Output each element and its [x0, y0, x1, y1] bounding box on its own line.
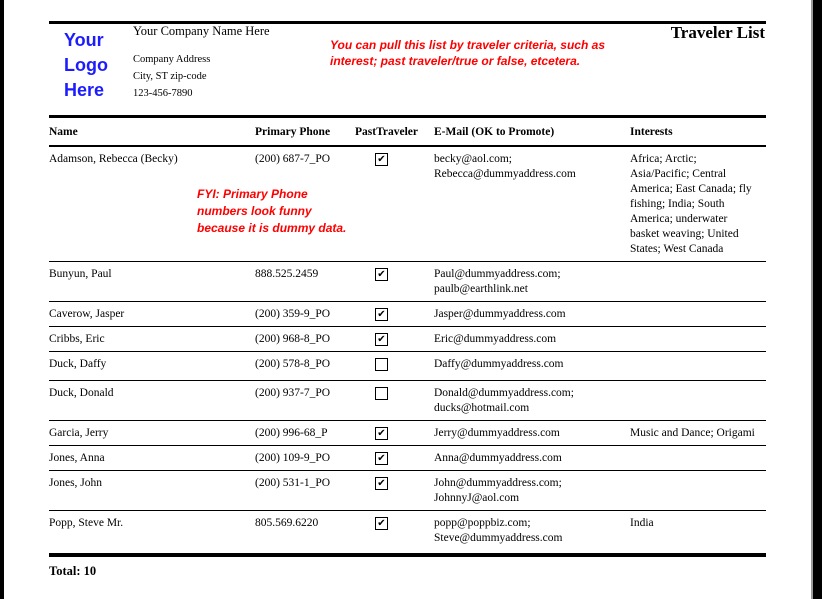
table-row	[49, 352, 766, 381]
traveler-table	[49, 124, 766, 550]
traveler-table-zone	[49, 124, 766, 579]
phone-cell: (200) 578-8_PO	[255, 352, 355, 381]
phone-cell: (200) 996-68_P	[255, 421, 355, 446]
column-header-primary-phone: Primary Phone	[255, 124, 355, 146]
checkbox-checked-icon: ✔	[375, 153, 388, 166]
email-line: Donald@dummyaddress.com;	[434, 387, 574, 399]
column-header-interests: Interests	[630, 124, 766, 146]
interests-cell: Africa; Arctic; Asia/Pacific; Central America; East Canada; fly fishing; India; South America; underwater basket weaving; United States; West Canada	[630, 146, 766, 262]
phone-cell: (200) 937-7_PO	[255, 381, 355, 421]
table-row	[49, 262, 766, 302]
checkbox-checked-icon: ✔	[375, 308, 388, 321]
checkbox-checked-icon: ✔	[375, 268, 388, 281]
interests-cell	[630, 352, 766, 381]
interests-cell	[630, 262, 766, 302]
report-title: Traveler List	[670, 23, 765, 42]
email-cell	[434, 302, 630, 327]
email-cell	[434, 146, 630, 262]
past-traveler-cell	[355, 381, 434, 421]
table-row	[49, 381, 766, 421]
email-line: paulb@earthlink.net	[434, 283, 528, 295]
phone-cell: (200) 968-8_PO	[255, 327, 355, 352]
page-edge-left	[0, 0, 4, 599]
past-traveler-cell	[355, 327, 434, 352]
email-line: ducks@hotmail.com	[434, 402, 530, 414]
checkbox-unchecked-icon	[375, 387, 388, 400]
column-header-past-traveler: PastTraveler	[355, 124, 434, 146]
interests-cell	[630, 327, 766, 352]
checkbox-checked-icon: ✔	[375, 517, 388, 530]
criteria-note-line: You can pull this list by traveler criteria, such as	[330, 38, 605, 52]
email-cell	[434, 471, 630, 511]
email-cell	[434, 446, 630, 471]
name-cell: Jones, Anna	[49, 446, 255, 471]
interests-cell	[630, 471, 766, 511]
phone-cell: (200) 109-9_PO	[255, 446, 355, 471]
email-line: becky@aol.com;	[434, 153, 512, 165]
table-row	[49, 511, 766, 551]
email-line: popp@poppbiz.com;	[434, 517, 531, 529]
checkbox-checked-icon: ✔	[375, 427, 388, 440]
past-traveler-cell	[355, 446, 434, 471]
email-line: Jasper@dummyaddress.com	[434, 308, 566, 320]
email-line: Eric@dummyaddress.com	[434, 333, 557, 345]
phone-cell: (200) 687-7_PO	[255, 146, 355, 262]
company-phone: 123-456-7890	[133, 88, 193, 99]
past-traveler-cell	[355, 511, 434, 551]
criteria-note	[330, 37, 682, 69]
checkbox-unchecked-icon	[375, 358, 388, 371]
name-cell: Caverow, Jasper	[49, 302, 255, 327]
column-header-email: E-Mail (OK to Promote)	[434, 124, 630, 146]
checkbox-checked-icon: ✔	[375, 333, 388, 346]
email-cell	[434, 511, 630, 551]
table-row	[49, 327, 766, 352]
interests-cell	[630, 446, 766, 471]
email-line: John@dummyaddress.com;	[434, 477, 562, 489]
name-cell: Garcia, Jerry	[49, 421, 255, 446]
email-cell	[434, 352, 630, 381]
name-cell: Adamson, Rebecca (Becky)	[49, 146, 255, 262]
past-traveler-cell	[355, 302, 434, 327]
email-line: Anna@dummyaddress.com	[434, 452, 562, 464]
interests-cell	[630, 381, 766, 421]
checkbox-checked-icon: ✔	[375, 477, 388, 490]
table-row	[49, 146, 766, 262]
name-cell: Bunyun, Paul	[49, 262, 255, 302]
email-cell	[434, 381, 630, 421]
fyi-note-line: FYI: Primary Phone	[197, 187, 308, 201]
name-cell: Cribbs, Eric	[49, 327, 255, 352]
column-header-name: Name	[49, 124, 255, 146]
past-traveler-cell	[355, 471, 434, 511]
total-label: Total: 10	[49, 564, 97, 578]
past-traveler-cell	[355, 262, 434, 302]
table-row	[49, 421, 766, 446]
fyi-note	[197, 186, 346, 237]
email-line: Rebecca@dummyaddress.com	[434, 168, 576, 180]
name-cell: Jones, John	[49, 471, 255, 511]
phone-cell: (200) 531-1_PO	[255, 471, 355, 511]
email-cell	[434, 327, 630, 352]
interests-cell: Music and Dance; Origami	[630, 421, 766, 446]
fyi-note-line: because it is dummy data.	[197, 221, 347, 235]
name-cell: Popp, Steve Mr.	[49, 517, 124, 529]
total-rule	[49, 553, 766, 557]
name-cell: Duck, Daffy	[49, 352, 255, 381]
company-name: Your Company Name Here	[133, 24, 270, 38]
criteria-note-line: interest; past traveler/true or false, etcetera.	[330, 54, 581, 68]
phone-cell: 888.525.2459	[255, 262, 355, 302]
email-cell	[434, 421, 630, 446]
interests-cell: India	[630, 517, 654, 529]
checkbox-checked-icon: ✔	[375, 452, 388, 465]
email-line: Jerry@dummyaddress.com	[434, 427, 560, 439]
past-traveler-cell	[355, 421, 434, 446]
table-row	[49, 471, 766, 511]
email-line: Steve@dummyaddress.com	[434, 532, 563, 544]
interests-cell	[630, 302, 766, 327]
phone-cell: 805.569.6220	[255, 517, 319, 529]
page-edge-right	[813, 0, 822, 599]
company-info	[133, 24, 270, 102]
table-row	[49, 302, 766, 327]
company-address: Company Address	[133, 54, 211, 65]
logo-line: Your	[64, 30, 104, 50]
past-traveler-cell	[355, 146, 434, 262]
fyi-note-line: numbers look funny	[197, 204, 312, 218]
past-traveler-cell	[355, 352, 434, 381]
email-line: Daffy@dummyaddress.com	[434, 358, 564, 370]
company-logo	[64, 28, 108, 103]
table-header-row	[49, 124, 766, 146]
traveler-table-body	[49, 146, 766, 550]
logo-line: Logo	[64, 55, 108, 75]
phone-cell: (200) 359-9_PO	[255, 302, 355, 327]
logo-line: Here	[64, 80, 105, 100]
header-bottom-rule	[49, 115, 766, 118]
table-row	[49, 446, 766, 471]
email-line: JohnnyJ@aol.com	[434, 492, 520, 504]
company-city: City, ST zip-code	[133, 71, 207, 82]
name-cell: Duck, Donald	[49, 381, 255, 421]
email-line: Paul@dummyaddress.com;	[434, 268, 561, 280]
email-cell	[434, 262, 630, 302]
